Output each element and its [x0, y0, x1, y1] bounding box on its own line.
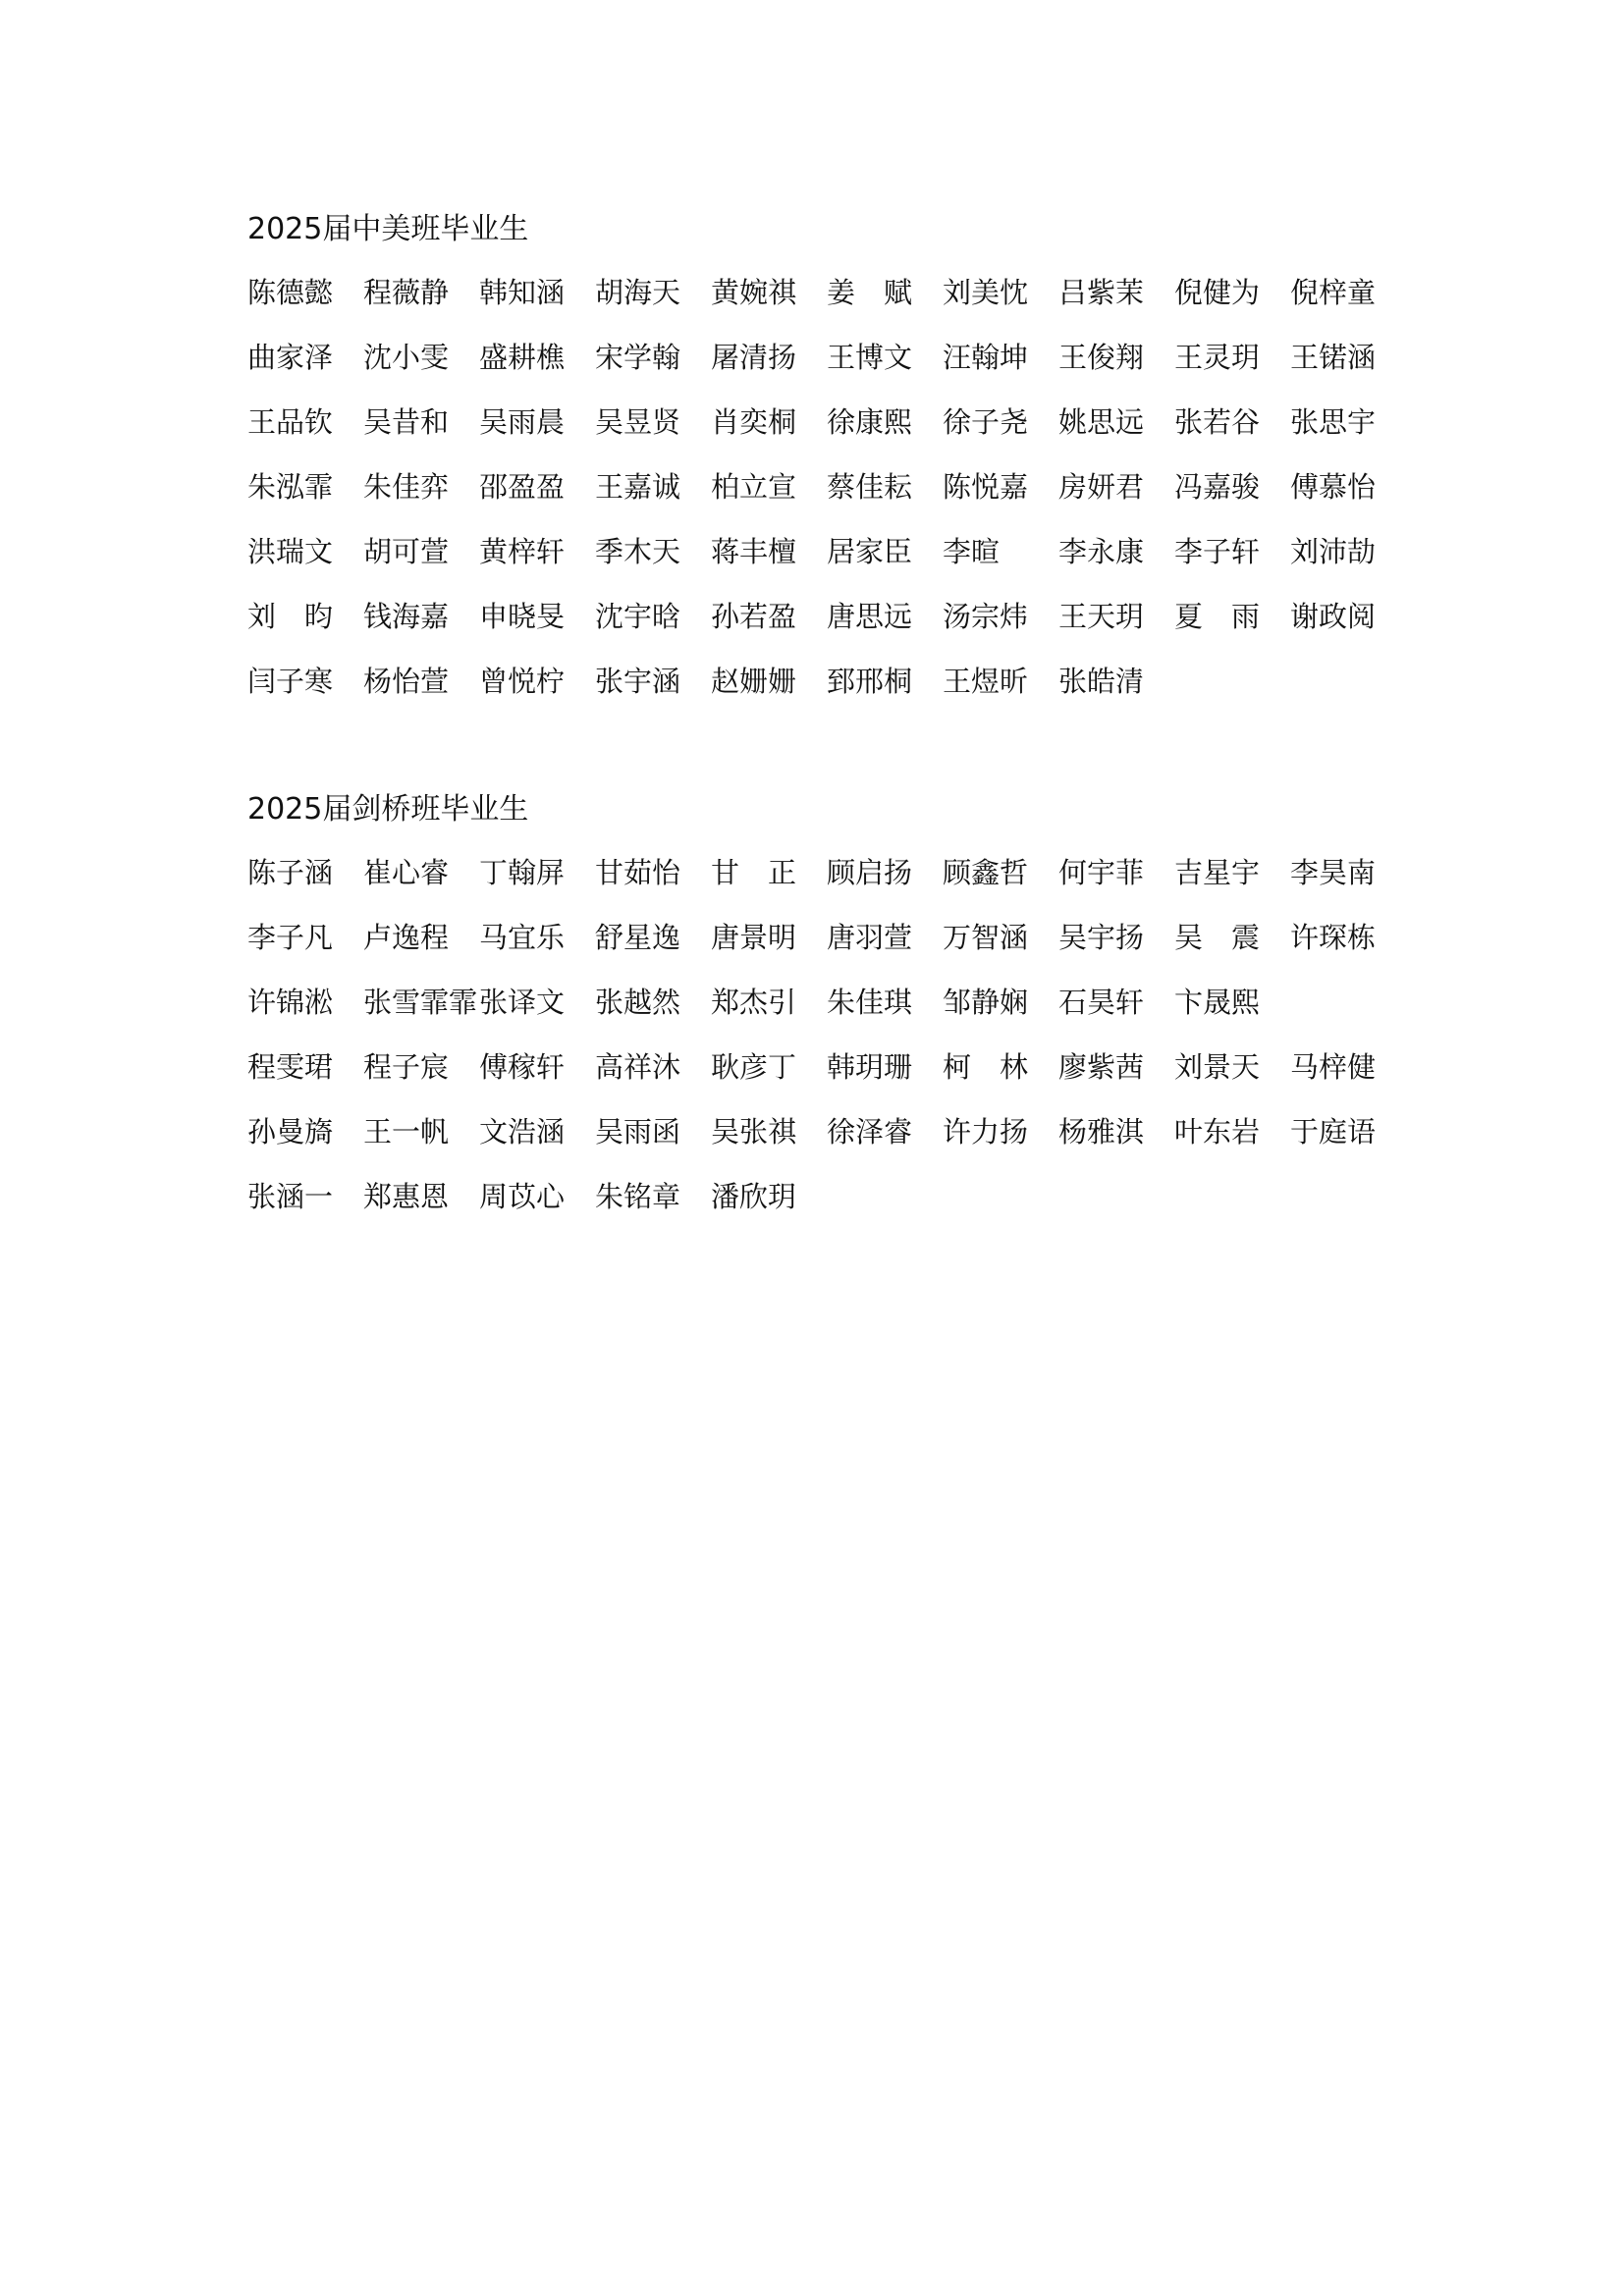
- student-name: 张越然: [595, 986, 681, 1019]
- student-name: 徐泽睿: [827, 1115, 913, 1148]
- student-name: 吴雨晨: [479, 405, 566, 439]
- student-name: 万智涵: [943, 921, 1029, 954]
- student-name: 吴张祺: [711, 1115, 797, 1148]
- student-name: 张涵一: [247, 1180, 334, 1213]
- student-name: 邵盈盈: [479, 470, 566, 504]
- student-name: 王煜昕: [943, 665, 1029, 698]
- student-name: 朱泓霏: [247, 470, 334, 504]
- student-name: 王一帆: [363, 1115, 450, 1148]
- student-name: 谢政阅: [1290, 600, 1377, 633]
- name-row: [247, 519, 1406, 584]
- name-row: [247, 905, 1406, 970]
- section-title: 2025届剑桥班毕业生: [247, 792, 529, 827]
- student-name: 沈小雯: [363, 341, 450, 374]
- student-name: 傅稼轩: [479, 1050, 566, 1084]
- student-name: 吕紫茉: [1058, 276, 1145, 309]
- student-name: 姚思远: [1058, 405, 1145, 439]
- student-name: 马梓健: [1290, 1050, 1377, 1084]
- student-name: 洪瑞文: [247, 535, 334, 568]
- student-name: 程雯珺: [247, 1050, 334, 1084]
- section-sino-us-class: [247, 205, 1406, 714]
- student-name: 刘美忱: [943, 276, 1029, 309]
- student-name: 李子轩: [1174, 535, 1261, 568]
- student-name: 柯 林: [943, 1050, 1029, 1084]
- student-name: 申晓旻: [479, 600, 566, 633]
- student-name: 汤宗炜: [943, 600, 1029, 633]
- student-name: 李暄: [943, 535, 1001, 568]
- student-name: 吴 震: [1174, 921, 1261, 954]
- student-name: 李子凡: [247, 921, 334, 954]
- student-name: 居家臣: [827, 535, 913, 568]
- name-row: [247, 840, 1406, 905]
- student-name: 甘 正: [711, 856, 797, 889]
- student-name: 黄梓轩: [479, 535, 566, 568]
- student-name: 韩玥珊: [827, 1050, 913, 1084]
- name-row: [247, 1164, 1406, 1229]
- student-name: 吉星宇: [1174, 856, 1261, 889]
- student-name: 陈德懿: [247, 276, 334, 309]
- student-name: 许琛栋: [1290, 921, 1377, 954]
- student-name: 唐羽萱: [827, 921, 913, 954]
- student-name: 肖奕桐: [711, 405, 797, 439]
- section-title: 2025届中美班毕业生: [247, 212, 529, 246]
- student-name: 石昊轩: [1058, 986, 1145, 1019]
- student-name: 张宇涵: [595, 665, 681, 698]
- student-name: 宋学翰: [595, 341, 681, 374]
- student-name: 许力扬: [943, 1115, 1029, 1148]
- student-name: 崔心睿: [363, 856, 450, 889]
- name-row: [247, 1035, 1406, 1099]
- student-name: 邹静娴: [943, 986, 1029, 1019]
- name-row: [247, 325, 1406, 390]
- student-name: 张皓清: [1058, 665, 1145, 698]
- student-name: 顾启扬: [827, 856, 913, 889]
- student-name: 何宇菲: [1058, 856, 1145, 889]
- student-name: 孙曼旖: [247, 1115, 334, 1148]
- name-row: [247, 649, 1406, 714]
- student-name: 钱海嘉: [363, 600, 450, 633]
- student-name: 朱佳琪: [827, 986, 913, 1019]
- student-name: 吴昱贤: [595, 405, 681, 439]
- student-name: 季木天: [595, 535, 681, 568]
- section-cambridge-class: [247, 785, 1406, 1229]
- student-name: 舒星逸: [595, 921, 681, 954]
- name-row: [247, 454, 1406, 519]
- student-name: 赵姗姗: [711, 665, 797, 698]
- student-name: 王博文: [827, 341, 913, 374]
- student-name: 曾悦柠: [479, 665, 566, 698]
- name-list: [247, 260, 1406, 714]
- student-name: 郅邢桐: [827, 665, 913, 698]
- student-name: 沈宇晗: [595, 600, 681, 633]
- student-name: 吴雨函: [595, 1115, 681, 1148]
- student-name: 蔡佳耘: [827, 470, 913, 504]
- student-name: 叶东岩: [1174, 1115, 1261, 1148]
- student-name: 耿彦丁: [711, 1050, 797, 1084]
- student-name: 夏 雨: [1174, 600, 1261, 633]
- student-name: 潘欣玥: [711, 1180, 797, 1213]
- student-name: 倪健为: [1174, 276, 1261, 309]
- student-name: 蒋丰檀: [711, 535, 797, 568]
- student-name: 盛耕樵: [479, 341, 566, 374]
- student-name: 胡海天: [595, 276, 681, 309]
- name-row: [247, 260, 1406, 325]
- student-name: 王灵玥: [1174, 341, 1261, 374]
- student-name: 王嘉诚: [595, 470, 681, 504]
- student-name: 张雪霏霏: [363, 986, 478, 1019]
- student-name: 冯嘉骏: [1174, 470, 1261, 504]
- student-name: 张思宇: [1290, 405, 1377, 439]
- student-name: 许锦淞: [247, 986, 334, 1019]
- student-name: 闫子寒: [247, 665, 334, 698]
- name-row: [247, 970, 1406, 1035]
- student-name: 王天玥: [1058, 600, 1145, 633]
- student-name: 朱铭章: [595, 1180, 681, 1213]
- student-name: 黄婉祺: [711, 276, 797, 309]
- student-name: 姜 赋: [827, 276, 913, 309]
- student-name: 韩知涵: [479, 276, 566, 309]
- student-name: 王品钦: [247, 405, 334, 439]
- student-name: 丁翰屏: [479, 856, 566, 889]
- student-name: 吴昔和: [363, 405, 450, 439]
- name-row: [247, 1099, 1406, 1164]
- student-name: 马宜乐: [479, 921, 566, 954]
- student-name: 陈子涵: [247, 856, 334, 889]
- name-list: [247, 840, 1406, 1229]
- student-name: 屠清扬: [711, 341, 797, 374]
- student-name: 柏立宣: [711, 470, 797, 504]
- student-name: 胡可萱: [363, 535, 450, 568]
- student-name: 程薇静: [363, 276, 450, 309]
- student-name: 傅慕怡: [1290, 470, 1377, 504]
- student-name: 徐子尧: [943, 405, 1029, 439]
- student-name: 吴宇扬: [1058, 921, 1145, 954]
- student-name: 朱佳弈: [363, 470, 450, 504]
- student-name: 徐康熙: [827, 405, 913, 439]
- student-name: 卢逸程: [363, 921, 450, 954]
- student-name: 汪翰坤: [943, 341, 1029, 374]
- student-name: 甘茹怡: [595, 856, 681, 889]
- name-row: [247, 584, 1406, 649]
- student-name: 郑惠恩: [363, 1180, 450, 1213]
- student-name: 王俊翔: [1058, 341, 1145, 374]
- student-name: 郑杰引: [711, 986, 797, 1019]
- student-name: 杨怡萱: [363, 665, 450, 698]
- student-name: 刘景天: [1174, 1050, 1261, 1084]
- student-name: 唐思远: [827, 600, 913, 633]
- student-name: 李永康: [1058, 535, 1145, 568]
- student-name: 高祥沐: [595, 1050, 681, 1084]
- student-name: 顾鑫哲: [943, 856, 1029, 889]
- student-name: 李昊南: [1290, 856, 1377, 889]
- student-name: 张若谷: [1174, 405, 1261, 439]
- student-name: 卞晟熙: [1174, 986, 1261, 1019]
- student-name: 刘 昀: [247, 600, 334, 633]
- student-name: 陈悦嘉: [943, 470, 1029, 504]
- student-name: 曲家泽: [247, 341, 334, 374]
- student-name: 于庭语: [1290, 1115, 1377, 1148]
- student-name: 周苡心: [479, 1180, 566, 1213]
- student-name: 文浩涵: [479, 1115, 566, 1148]
- student-name: 房妍君: [1058, 470, 1145, 504]
- student-name: 张译文: [479, 986, 566, 1019]
- student-name: 廖紫茜: [1058, 1050, 1145, 1084]
- student-name: 杨雅淇: [1058, 1115, 1145, 1148]
- student-name: 王锘涵: [1290, 341, 1377, 374]
- name-row: [247, 390, 1406, 454]
- student-name: 程子宸: [363, 1050, 450, 1084]
- student-name: 孙若盈: [711, 600, 797, 633]
- student-name: 倪梓童: [1290, 276, 1377, 309]
- student-name: 唐景明: [711, 921, 797, 954]
- student-name: 刘沛劼: [1290, 535, 1377, 568]
